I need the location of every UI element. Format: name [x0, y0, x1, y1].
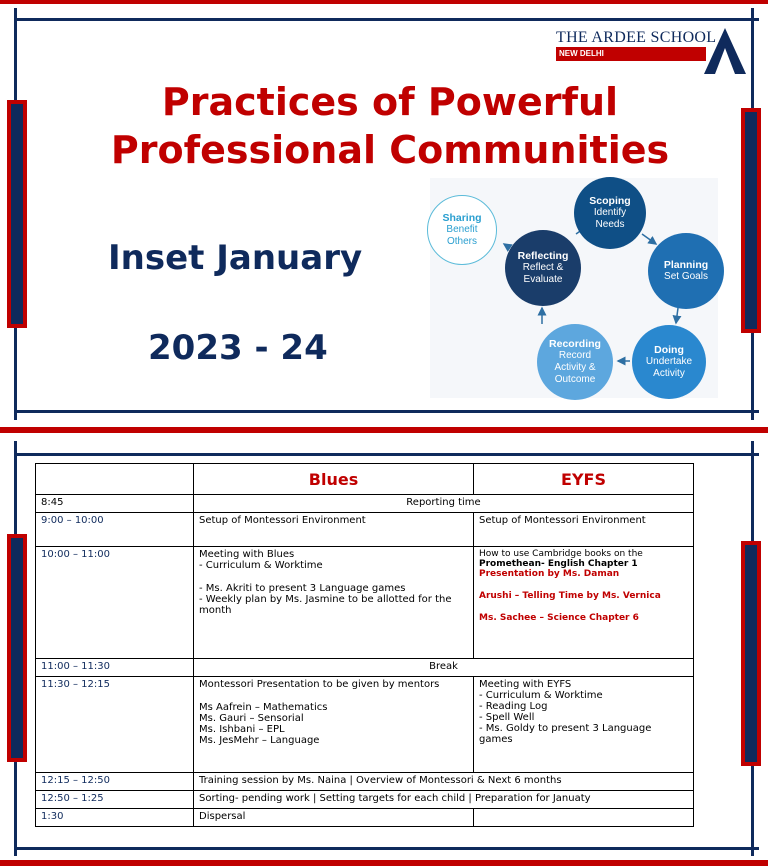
cell-line: Ms. JesMehr – Language	[199, 735, 320, 746]
subtitle-inset: Inset January	[108, 238, 363, 278]
merged-cell: Reporting time	[194, 495, 694, 513]
cell-line: Ms. Sachee – Science Chapter 6	[479, 613, 639, 623]
cell-line: - Ms. Goldy to present 3 Language games	[479, 723, 652, 745]
header-time	[36, 464, 194, 495]
table-row	[36, 547, 694, 659]
cell-spacer	[479, 579, 688, 591]
span-cell: Sorting- pending work | Setting targets for each child | Preparation for Januaty	[194, 791, 694, 809]
cell-line: - Reading Log	[479, 701, 548, 712]
school-logo-name: THE ARDEE SCHOOL	[556, 29, 717, 46]
cell-line: - Ms. Akriti to present 3 Language games	[199, 583, 406, 594]
subtitle-year: 2023 - 24	[148, 328, 328, 368]
recording-title: Recording	[549, 338, 601, 350]
merged-cell: Break	[194, 659, 694, 677]
right-red-accent	[741, 108, 761, 333]
time-cell: 11:30 – 12:15	[36, 677, 194, 773]
table-header-row	[36, 464, 694, 495]
time-cell: 10:00 – 11:00	[36, 547, 194, 659]
cell-line: - Spell Well	[479, 712, 535, 723]
slide2-top-line	[14, 453, 759, 456]
cell-line: - Curriculum & Worktime	[199, 560, 323, 571]
reflecting-title: Reflecting	[517, 250, 569, 262]
blues-cell: Setup of Montessori Environment	[194, 513, 474, 547]
cell-line: Ms Aafrein – Mathematics	[199, 702, 328, 713]
table-row	[36, 809, 694, 827]
cell-line: Meeting with Blues	[199, 549, 295, 560]
time-cell: 9:00 – 10:00	[36, 513, 194, 547]
slide2-bottom-line	[14, 847, 759, 850]
table-row	[36, 659, 694, 677]
cell-line: Ms. Ishbani – EPL	[199, 724, 285, 735]
slide2-right-red-accent	[741, 541, 761, 766]
cell-spacer	[479, 601, 688, 613]
cell-line: - Weekly plan by Ms. Jasmine to be allotted for the month	[199, 594, 452, 616]
doing-text: Undertake Activity	[645, 356, 693, 379]
eyfs-cell	[474, 809, 694, 827]
cell-line: How to use Cambridge books on the	[479, 549, 643, 559]
eyfs-cell	[474, 547, 694, 659]
time-cell: 8:45	[36, 495, 194, 513]
doing-title: Doing	[654, 344, 684, 356]
top-red-border	[0, 0, 768, 4]
slide2-left-red-accent	[7, 534, 27, 762]
recording-text: Record Activity & Outcome	[554, 350, 596, 385]
bottom-red-border	[0, 860, 768, 866]
planning-title: Planning	[663, 259, 709, 271]
time-cell: 11:00 – 11:30	[36, 659, 194, 677]
cell-line: Promethean- English Chapter 1	[479, 559, 638, 569]
cell-spacer	[199, 690, 468, 702]
schedule-table	[35, 463, 694, 827]
cell-line: Presentation by Ms. Daman	[479, 569, 620, 579]
table-row	[36, 495, 694, 513]
eyfs-cell	[474, 677, 694, 773]
cycle-node-scoping	[574, 177, 646, 249]
span-cell: Training session by Ms. Naina | Overview of Montessori & Next 6 months	[194, 773, 694, 791]
cycle-node-doing	[632, 325, 706, 399]
school-logo-location: NEW DELHI	[556, 47, 706, 61]
blues-cell	[194, 547, 474, 659]
reflecting-text: Reflect & Evaluate	[522, 262, 564, 285]
cycle-node-planning	[648, 233, 724, 309]
cell-line: Ms. Gauri – Sensorial	[199, 713, 304, 724]
cycle-node-sharing	[427, 195, 497, 265]
left-red-accent	[7, 100, 27, 328]
sharing-text: Benefit Others	[446, 224, 478, 247]
school-logo-icon	[704, 28, 746, 74]
blues-cell	[194, 677, 474, 773]
table-row	[36, 677, 694, 773]
blues-cell: Dispersal	[194, 809, 474, 827]
eyfs-cell: Setup of Montessori Environment	[474, 513, 694, 547]
cycle-node-reflecting	[505, 230, 581, 306]
cycle-node-recording	[537, 324, 613, 400]
scoping-title: Scoping	[589, 195, 631, 207]
scoping-text: Identify Needs	[593, 207, 627, 230]
time-cell: 12:50 – 1:25	[36, 791, 194, 809]
header-blues: Blues	[194, 464, 474, 495]
slide-separator	[0, 427, 768, 433]
cell-line: Meeting with EYFS	[479, 679, 572, 690]
table-row	[36, 513, 694, 547]
slide1-top-line	[14, 18, 759, 21]
cell-line: Arushi – Telling Time by Ms. Vernica	[479, 591, 661, 601]
slide1-bottom-line	[14, 410, 759, 413]
table-row	[36, 791, 694, 809]
time-cell: 1:30	[36, 809, 194, 827]
cell-spacer	[199, 571, 468, 583]
planning-text: Set Goals	[664, 271, 708, 282]
cell-line: - Curriculum & Worktime	[479, 690, 603, 701]
header-eyfs: EYFS	[474, 464, 694, 495]
time-cell: 12:15 – 12:50	[36, 773, 194, 791]
table-row	[36, 773, 694, 791]
page-title: Practices of Powerful Professional Communities	[110, 80, 670, 172]
sharing-title: Sharing	[442, 212, 482, 224]
cell-line: Montessori Presentation to be given by mentors	[199, 679, 440, 690]
